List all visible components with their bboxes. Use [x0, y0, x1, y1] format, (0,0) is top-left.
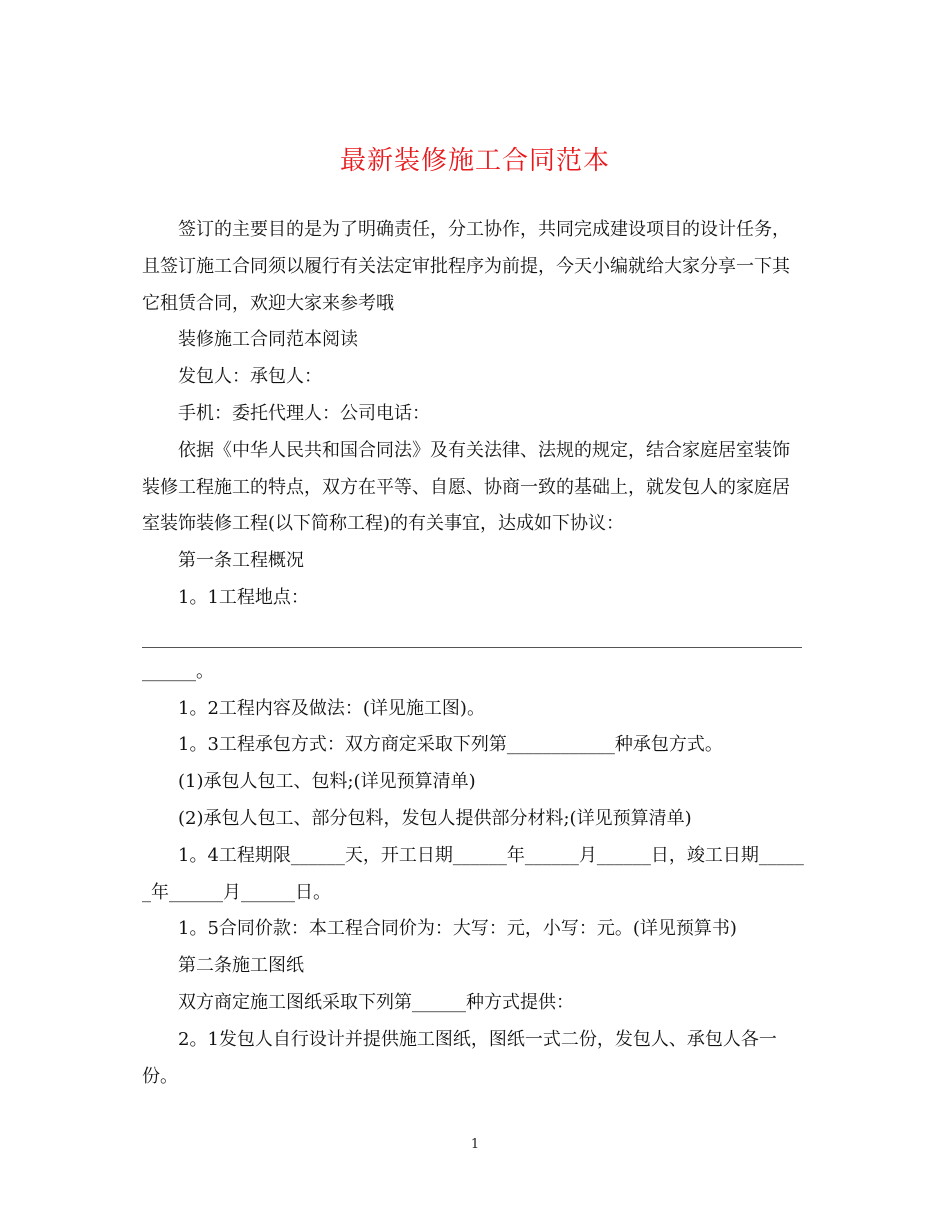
clause-1-5: 1。5合同价款：本工程合同价为：大写：元，小写：元。(详见预算书) — [178, 918, 737, 940]
clause-2-1: 2。1发包人自行设计并提供施工图纸，图纸一式二份，发包人、承包人各一份。 — [142, 1028, 777, 1087]
clause-1-1-end: ______。 — [142, 660, 214, 682]
clause-1-1: 1。1工程地点： — [178, 586, 309, 608]
paragraph-read: 装修施工合同范本阅读 — [178, 329, 358, 351]
clause-1-4: 1。4工程期限______天，开工日期______年______月______日，竣工日期______年______月______日。 — [142, 844, 804, 903]
option-1: (1)承包人包工、包料;(详见预算清单) — [178, 771, 476, 793]
clause-1-3: 1。3工程承包方式：双方商定采取下列第____________种承包方式。 — [178, 734, 723, 756]
paragraph-intro: 签订的主要目的是为了明确责任，分工协作，共同完成建设项目的设计任务，且签订施工合同须以履行有关法定审批程序为前提，今天小编就给大家分享一下其它租赁合同，欢迎大家来参考哦 — [142, 219, 790, 314]
clause-1-2: 1。2工程内容及做法：(详见施工图)。 — [178, 697, 485, 719]
paragraph-contacts: 手机：委托代理人：公司电话： — [178, 402, 430, 424]
paragraph-parties: 发包人：承包人： — [178, 366, 322, 388]
paragraph-drawings-method: 双方商定施工图纸采取下列第______种方式提供： — [178, 991, 574, 1013]
document-title: 最新装修施工合同范本 — [339, 146, 610, 176]
heading-article-1: 第一条工程概况 — [178, 550, 304, 572]
document-body — [142, 212, 804, 1095]
option-2: (2)承包人包工、部分包料，发包人提供部分材料;(详见预算清单) — [178, 807, 692, 829]
paragraph-basis: 依据《中华人民共和国合同法》及有关法律、法规的规定，结合家庭居室装饰装修工程施工的特点，双方在平等、自愿、协商一致的基础上，就发包人的家庭居室装饰装修工程(以下简称工程)的有关事宜，达成如下协议： — [142, 439, 790, 535]
address-blank-line — [142, 629, 802, 648]
page-number: 1 — [470, 1137, 480, 1152]
heading-article-2: 第二条施工图纸 — [178, 955, 304, 977]
